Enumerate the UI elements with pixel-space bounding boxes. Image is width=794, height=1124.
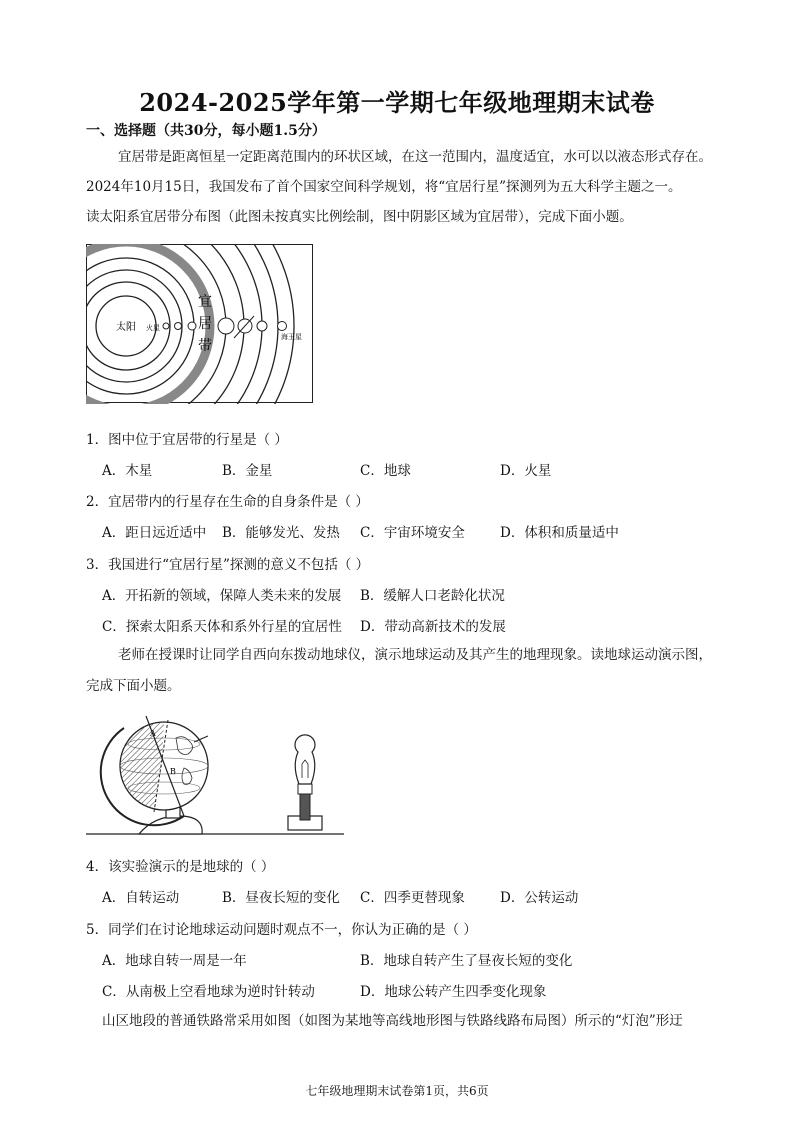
question-1-option-a[interactable]: A．木星 bbox=[102, 463, 153, 479]
planet-venus bbox=[175, 323, 182, 330]
planet-mercury bbox=[163, 323, 169, 329]
planet-jupiter bbox=[218, 318, 234, 334]
intro1-line2: 2024年10月15日，我国发布了首个国家空间科学规划，将“宜居行星”探测列为五大科学主题之一。 bbox=[86, 179, 682, 195]
intro2-line1: 老师在授课时让同学自西向东拨动地球仪，演示地球运动及其产生的地理现象。读地球运动演示图， bbox=[118, 647, 712, 663]
question-5-stem: 5．同学们在讨论地球运动问题时观点不一，你认为正确的是（ ） bbox=[86, 922, 477, 938]
question-5-option-d[interactable]: D．地球公转产生四季变化现象 bbox=[360, 984, 547, 1000]
question-2-option-a[interactable]: A．距日远近适中 bbox=[102, 525, 207, 541]
question-2-option-d[interactable]: D．体积和质量适中 bbox=[500, 525, 619, 541]
planet-neptune bbox=[278, 322, 287, 331]
planet-uranus bbox=[257, 321, 267, 331]
page-footer: 七年级地理期末试卷第1页，共6页 bbox=[305, 1084, 489, 1098]
lamp-stand bbox=[300, 792, 310, 820]
question-2-option-c[interactable]: C．宇宙环境安全 bbox=[360, 525, 465, 541]
question-4-stem: 4．该实验演示的是地球的（ ） bbox=[86, 859, 275, 875]
intro1-line3: 读太阳系宜居带分布图（此图未按真实比例绘制，图中阴影区域为宜居带），完成下面小题。 bbox=[86, 209, 633, 225]
habitable-zone-figure bbox=[86, 244, 314, 404]
neptune-label: 海王星 bbox=[281, 333, 302, 341]
zone-label-1: 宜 bbox=[198, 294, 212, 310]
question-3-option-c[interactable]: C．探索太阳系天体和系外行星的宜居性 bbox=[102, 619, 342, 635]
page-title: 2024-2025学年第一学期七年级地理期末试卷 bbox=[139, 88, 655, 117]
planet-earth bbox=[188, 322, 196, 330]
question-3-option-d[interactable]: D．带动高新技术的发展 bbox=[360, 619, 506, 635]
zone-label-3: 带 bbox=[198, 338, 212, 354]
question-4-option-d[interactable]: D．公转运动 bbox=[500, 890, 579, 906]
lamp-socket bbox=[298, 784, 312, 794]
intro3-line1: 山区地段的普通铁路常采用如图（如图为某地等高线地形图与铁路线路布局图）所示的“灯泡”形迂 bbox=[102, 1013, 683, 1029]
question-5-option-b[interactable]: B．地球自转产生了昼夜长短的变化 bbox=[360, 953, 573, 969]
question-4-option-a[interactable]: A．自转运动 bbox=[102, 890, 180, 906]
question-5-option-c[interactable]: C．从南极上空看地球为逆时针转动 bbox=[102, 984, 315, 1000]
section-header: 一、选择题（共30分，每小题1.5分） bbox=[86, 123, 326, 139]
question-1-option-d[interactable]: D．火星 bbox=[500, 463, 552, 479]
intro2-line2: 完成下面小题。 bbox=[86, 678, 181, 694]
question-1-stem: 1．图中位于宜居带的行星是（ ） bbox=[86, 432, 288, 448]
question-1-option-c[interactable]: C．地球 bbox=[360, 463, 411, 479]
question-5-option-a[interactable]: A．地球自转一周是一年 bbox=[102, 953, 247, 969]
globe-label-b: B bbox=[170, 767, 176, 776]
intro1-line1: 宜居带是距离恒星一定距离范围内的环状区域，在这一范围内，温度适宜，水可以以液态形式存在。 bbox=[118, 149, 712, 165]
mars-label: 火星 bbox=[146, 324, 160, 332]
globe-label-a: A bbox=[150, 729, 156, 738]
globe-demo-figure bbox=[84, 708, 346, 838]
question-3-option-b[interactable]: B．缓解人口老龄化状况 bbox=[360, 588, 505, 604]
question-1-option-b[interactable]: B．金星 bbox=[222, 463, 273, 479]
question-4-option-c[interactable]: C．四季更替现象 bbox=[360, 890, 465, 906]
sun-label: 太阳 bbox=[116, 322, 136, 333]
question-3-option-a[interactable]: A．开拓新的领域，保障人类未来的发展 bbox=[102, 588, 342, 604]
zone-label-2: 居 bbox=[198, 316, 212, 332]
question-4-option-b[interactable]: B．昼夜长短的变化 bbox=[222, 890, 340, 906]
question-3-stem: 3．我国进行“宜居行星”探测的意义不包括（ ） bbox=[86, 557, 370, 573]
question-2-option-b[interactable]: B．能够发光、发热 bbox=[222, 525, 340, 541]
question-2-stem: 2．宜居带内的行星存在生命的自身条件是（ ） bbox=[86, 494, 369, 510]
